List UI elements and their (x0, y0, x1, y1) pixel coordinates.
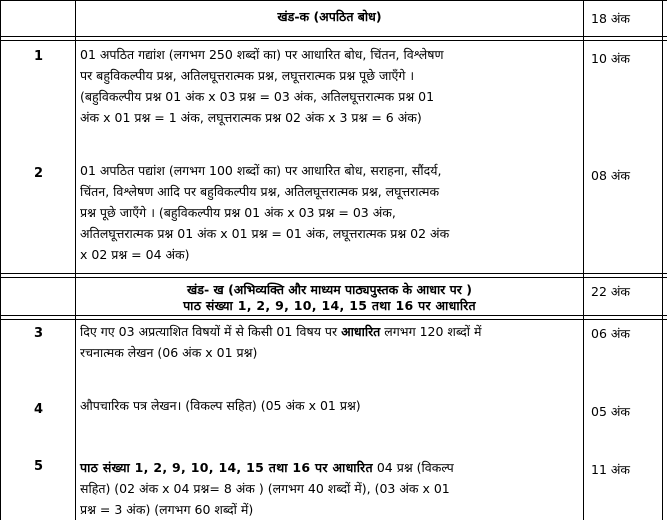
row-5-number: 5 (34, 459, 44, 474)
row-divider (0, 277, 667, 278)
row-1-line-2: पर बहुविकल्पीय प्रश्न, अतिलघूत्तरात्मक प्रश्न, लघूत्तरात्मक प्रश्न पूछे जाएँगे । (80, 68, 415, 83)
row-2-line-1: 01 अपठित पद्यांश (लगभग 100 शब्दों का) पर आधारित बोध, सराहना, सौंदर्य, (80, 163, 442, 178)
section-b-marks: 22 अंक (591, 284, 631, 299)
row-1-number: 1 (34, 49, 44, 64)
table-right-border (662, 0, 663, 520)
row-1-line-4: अंक x 01 प्रश्न = 1 अंक, लघूत्तरात्मक प्रश्न 02 अंक x 3 प्रश्न = 6 अंक) (80, 110, 422, 125)
row-4-number: 4 (34, 402, 44, 417)
row-3-line-1-text: दिए गए 03 अप्रत्याशित विषयों में से किसी 01 विषय पर (80, 324, 342, 339)
row-1-line-1: 01 अपठित गद्यांश (लगभग 250 शब्दों का) पर आधारित बोध, चिंतन, विश्लेषण (80, 47, 444, 62)
row-1-marks: 10 अंक (591, 51, 631, 66)
row-3-line-2: रचनात्मक लेखन (06 अंक x 01 प्रश्न) (80, 345, 258, 360)
row-3-line-1-tail: लगभग 120 शब्दों में (380, 324, 482, 339)
row-5-line-1-emphasis: पाठ संख्या 1, 2, 9, 10, 14, 15 तथा 16 पर आधारित (80, 460, 373, 475)
column-divider (75, 0, 76, 520)
row-2-number: 2 (34, 166, 44, 181)
row-divider (0, 319, 667, 320)
row-2-line-2: चिंतन, विश्लेषण आदि पर बहुविकल्पीय प्रश्न, अतिलघूत्तरात्मक प्रश्न, लघूत्तरात्मक (80, 184, 440, 199)
row-3-marks: 06 अंक (591, 326, 631, 341)
row-3-number: 3 (34, 326, 44, 341)
row-2-marks: 08 अंक (591, 168, 631, 183)
row-5-line-3: प्रश्न = 3 अंक) (लगभग 60 शब्दों में) (80, 502, 254, 517)
row-divider (0, 40, 667, 41)
row-2-line-3: प्रश्न पूछे जाएँगे । (बहुविकल्पीय प्रश्न 01 अंक x 03 प्रश्न = 03 अंक, (80, 205, 396, 220)
section-a-title: खंड-क (अपठित बोध) (277, 9, 382, 24)
table-left-border (0, 0, 1, 520)
section-b-title-line-2: पाठ संख्या 1, 2, 9, 10, 14, 15 तथा 16 पर आधारित (183, 298, 476, 313)
table-top-border (0, 0, 667, 1)
row-2-line-5: x 02 प्रश्न = 04 अंक) (80, 247, 190, 262)
row-5-line-2: सहित) (02 अंक x 04 प्रश्न= 8 अंक ) (लगभग 40 शब्दों में), (03 अंक x 01 (80, 481, 450, 496)
row-5-line-1 (80, 457, 454, 478)
row-1-line-3: (बहुविकल्पीय प्रश्न 01 अंक x 03 प्रश्न = 03 अंक, अतिलघूत्तरात्मक प्रश्न 01 (80, 89, 435, 104)
row-3-line-1 (80, 321, 481, 342)
row-2-line-4: अतिलघूत्तरात्मक प्रश्न 01 अंक x 01 प्रश्न = 01 अंक, लघूत्तरात्मक प्रश्न 02 अंक (80, 226, 450, 241)
row-5-marks: 11 अंक (591, 462, 631, 477)
row-divider (0, 273, 667, 274)
section-a-marks: 18 अंक (591, 11, 631, 26)
row-divider (0, 36, 667, 37)
row-4-line-1: औपचारिक पत्र लेखन। (विकल्प सहित) (05 अंक x 01 प्रश्न) (80, 398, 361, 413)
section-b-title-line-1: खंड- ख (अभिव्यक्ति और माध्यम पाठ्यपुस्तक के आधार पर ) (187, 282, 472, 297)
row-3-line-1-emphasis: आधारित (341, 324, 381, 339)
row-4-marks: 05 अंक (591, 404, 631, 419)
row-5-line-1-tail: 04 प्रश्न (विकल्प (372, 460, 454, 475)
column-divider (583, 0, 584, 520)
